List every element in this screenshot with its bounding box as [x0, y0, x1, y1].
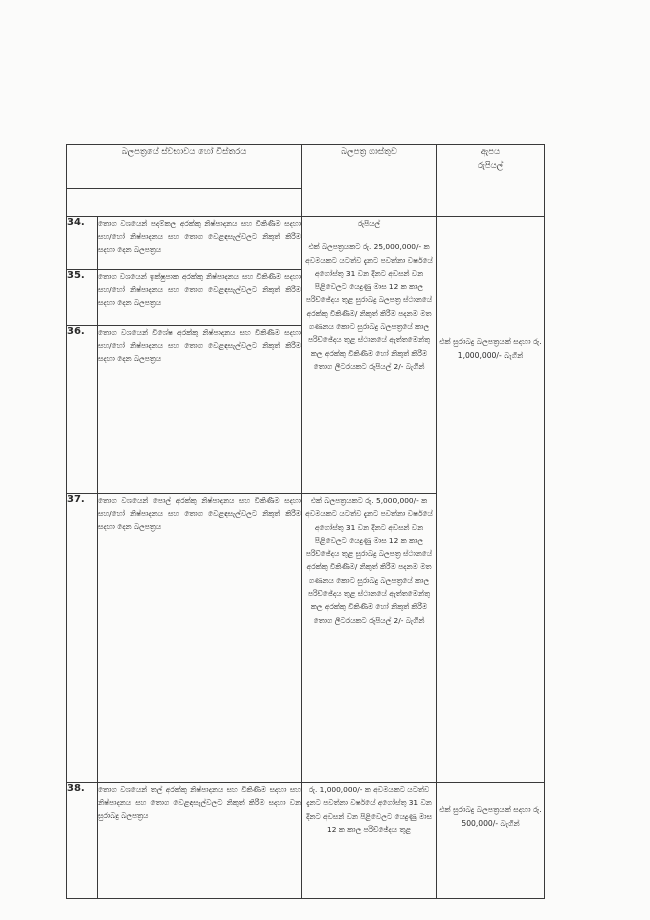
- header-stamp: [437, 145, 545, 217]
- fee-cell-group-34-36: [302, 217, 437, 494]
- table-header-row: [67, 145, 545, 189]
- row-description: තොග වශයෙන් විශේෂ අරක්කු නිෂ්පාදනය සහ විකිණීම සදහා සහ/හෝ නිෂ්පාදනය සහ තොග වෙළඳසැල්වලට නිකුත් කිරීම සදහා දෙන බලපත්‍රය: [98, 326, 302, 494]
- row-description: තොග වශයෙන් තල් අරක්කු නිෂ්පාදනය සහ විකිණීම සදහා සහ නිෂ්පාදනය සහ තොග වෙළඳසැල්වලට නිකුත් කිරීම සදහා වන සුරාබදු බලපත්‍රය: [98, 783, 302, 899]
- header-stamp-unit: රුපියල්: [477, 161, 504, 171]
- fee-cell-38: [302, 783, 437, 899]
- row-description: තොග වශයෙන් පොල් අරක්කු නිෂ්පාදනය සහ විකිණීම සදහා සහ/හෝ නිෂ්පාදනය සහ තොග වෙළඳසැල්වලට නිකුත් කිරීම සදහා දෙන බලපත්‍රය: [98, 494, 302, 783]
- row-description: තොග වශයෙන් ඉක්ෂුපාක අරක්කු නිෂ්පාදනය සහ විකිණීම සදහා සහ/හෝ නිෂ්පාදනය සහ තොග වෙළඳසැල්වලට නිකුත් කිරීම සදහා දෙන බලපත්‍රය: [98, 270, 302, 326]
- row-number: 36.: [67, 326, 98, 494]
- header-fee: [302, 145, 437, 217]
- subheader-empty-cell: [67, 189, 302, 217]
- stamp-cell-group-34-37: [437, 217, 545, 783]
- fee-text: එක් බලපත්‍රයකට රු. 5,000,000/- ක අවමයකට යටත්ව දැනට පවත්නා වර්ෂයේ අගෝස්තු 31 වන දිනට අවසන් වන පිළිවෙලට යෙදුණු මාස 12 ක කාල පරිච්ඡේදය තුළ සුරාබදු බලපත්‍ර ස්ථානයේ අරක්කු විකිණීම/ නිකුත් කිරීම පදනම මත ගණනය කොට සුරාබදු බලපත්‍රයේ කාල පරිච්ඡේදය තුළ ස්ථානයේ ඇත්තමෙන්තු කල අරක්කු විකිණීම හෝ නිකුත් කිරීම තොග ලීටරයකට රුපියල් 2/- බැගින්: [305, 496, 433, 625]
- table-row: [67, 783, 545, 899]
- stamp-cell-38: [437, 783, 545, 899]
- fee-text: රු. 1,000,000/- ක අවමයකට යටත්ව දැනට පවත්නා වර්ෂයේ අගෝස්තු 31 වන දිනට අවසන් වන පිළිවෙලට යෙදුණු මාස 12 ක කාල පරිච්ඡේදය තුළ: [306, 785, 432, 834]
- header-description: [67, 145, 302, 189]
- stamp-text: එක් සුරාබදු බලපත්‍රයක් සදහා රු. 1,000,000/- බැගින්: [439, 337, 542, 360]
- header-description-label: බලපත්‍රයේ ස්වභාවය හෝ විස්තරය: [121, 147, 247, 157]
- table-row: [67, 217, 545, 270]
- fee-cell-37: [302, 494, 437, 783]
- header-fee-label: බලපත්‍ර ගාස්තුව: [341, 147, 397, 157]
- stamp-text: එක් සුරාබදු බලපත්‍රයක් සදහා රු. 500,000/- බැගින්: [439, 805, 542, 828]
- row-description: තොග වශයෙන් පදම්කල අරක්කු නිෂ්පාදනය සහ විකිණීම සදහා සහ/හෝ නිෂ්පාදනය සහ තොග වෙළඳසැල්වලට නිකුත් කිරීම සදහා දෙන බලපත්‍රය: [98, 217, 302, 270]
- row-number: 35.: [67, 270, 98, 326]
- fee-unit-label: රුපියල්: [357, 219, 381, 228]
- row-number: 38.: [67, 783, 98, 899]
- fee-text: එක් බලපත්‍රයකට රු. 25,000,000/- ක අවමයකට යටත්ව දැනට පවත්නා වර්ෂයේ අගෝස්තු 31 වන දිනට අවසන් වන පිළිවෙලට යෙදුණු මාස 12 ක කාල පරිච්ඡේදය තුළ සුරාබදු බලපත්‍ර ස්ථානයේ අරක්කු විකිණීම/ නිකුත් කිරීම පදනම මත ගණනය කොට සුරාබදු බලපත්‍රයේ කාල පරිච්ඡේදය තුළ ස්ථානයේ ඇත්තමෙන්තු කල අරක්කු විකිණීම හෝ නිකුත් කිරීම තොග ලීටරයකට රුපියල් 2/- බැගින්: [305, 242, 433, 371]
- header-stamp-label: ඇපය: [480, 147, 501, 157]
- row-number: 37.: [67, 494, 98, 783]
- license-fee-table: [66, 144, 545, 899]
- row-number: 34.: [67, 217, 98, 270]
